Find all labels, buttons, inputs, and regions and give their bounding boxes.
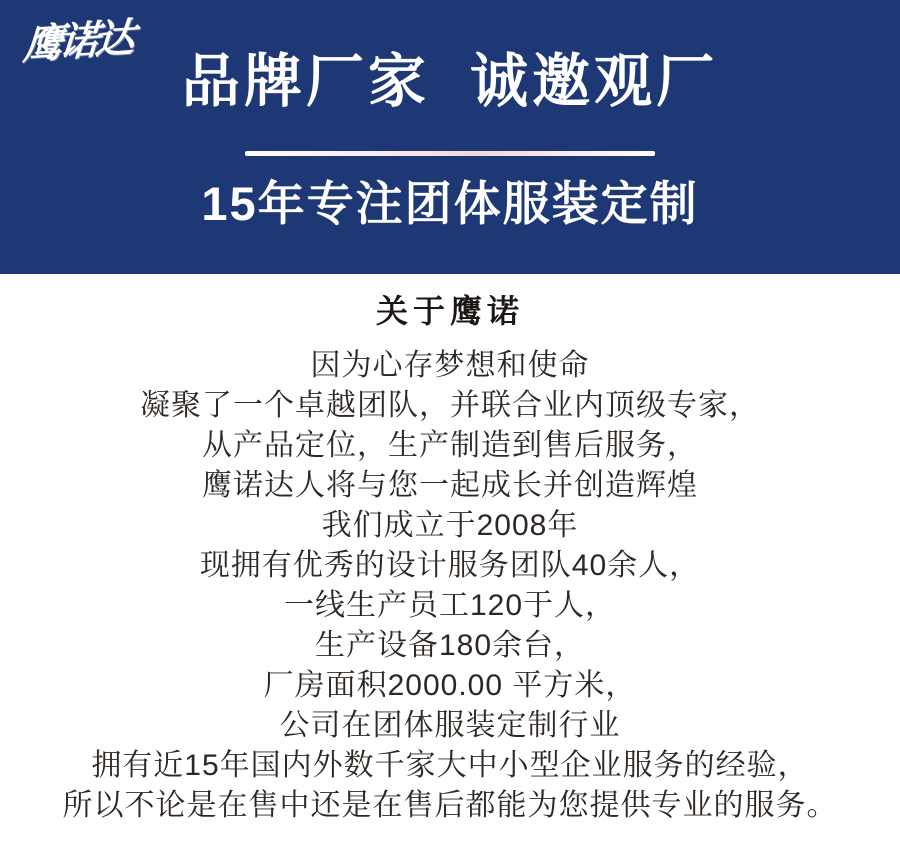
hero-subtitle: 15年专注团体服装定制 [201, 177, 699, 230]
about-line: 拥有近15年国内外数千家大中小型企业服务的经验， [91, 749, 809, 782]
hero-title: 品牌厂家 诚邀观厂 [181, 49, 719, 114]
about-line: 所以不论是在售中还是在售后都能为您提供专业的服务。 [62, 789, 838, 822]
about-line: 凝聚了一个卓越团队，并联合业内顶级专家， [140, 389, 760, 422]
about-paragraph [0, 346, 900, 826]
about-line: 现拥有优秀的设计服务团队40余人， [199, 549, 701, 582]
about-line: 我们成立于2008年 [321, 509, 579, 542]
hero-banner [0, 0, 900, 274]
about-line: 生产设备180余台， [314, 629, 586, 662]
about-line: 鹰诺达人将与您一起成长并创造辉煌 [202, 469, 698, 502]
brand-logo: 鹰诺达 [21, 16, 133, 68]
about-line: 公司在团体服装定制行业 [279, 709, 621, 742]
hero-divider [245, 151, 655, 156]
about-line: 一线生产员工120于人， [283, 589, 617, 622]
about-heading: 关于鹰诺 [375, 293, 524, 329]
about-line: 因为心存梦想和使命 [310, 349, 590, 382]
about-line: 从产品定位，生产制造到售后服务， [202, 429, 698, 462]
about-line: 厂房面积2000.00 平方米， [263, 669, 637, 702]
about-section [0, 293, 900, 826]
